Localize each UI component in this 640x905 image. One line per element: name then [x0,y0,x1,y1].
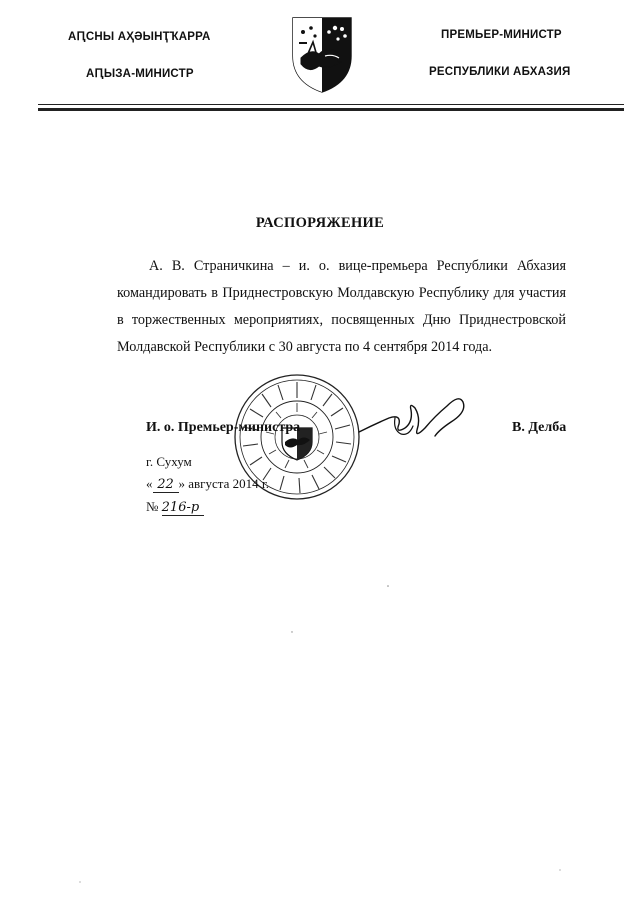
number-prefix: № [146,499,159,514]
issue-date [146,476,269,493]
header-left-line1: АԤСНЫ АҲӘЫНҬҠАРРА [68,31,211,43]
header-divider-thin [38,104,624,105]
date-day-handwritten: 22 [153,478,179,493]
signatory-name: В. Делба [512,420,567,435]
header-divider-thick [38,108,624,111]
header-left-line2: АԤЫЗА-МИНИСТР [86,68,194,80]
signatory-role: И. о. Премьер-министра [146,420,301,435]
document-title: РАСПОРЯЖЕНИЕ [255,215,385,231]
number-value-handwritten: 216-р [162,501,204,516]
handwritten-signature-icon [355,388,475,448]
coat-of-arms-icon [289,12,355,94]
header-right-line2: РЕСПУБЛИКИ АБХАЗИЯ [429,66,571,78]
document-body: А. В. Страничкина – и. о. вице-премьера Республики Абхазия командировать в Приднестровскую Молдавскую Республику для участия в торжественных мероприятиях, посвященных Дню Приднестровской Молдавской Республики с 30 августа по 4 сентября 2014 года. [117,258,566,355]
date-suffix: » августа 2014 г. [178,476,269,491]
order-number [146,499,204,516]
issue-city: г. Сухум [146,454,192,469]
date-prefix: « [146,476,153,491]
header-right-line1: ПРЕМЬЕР-МИНИСТР [441,29,562,41]
